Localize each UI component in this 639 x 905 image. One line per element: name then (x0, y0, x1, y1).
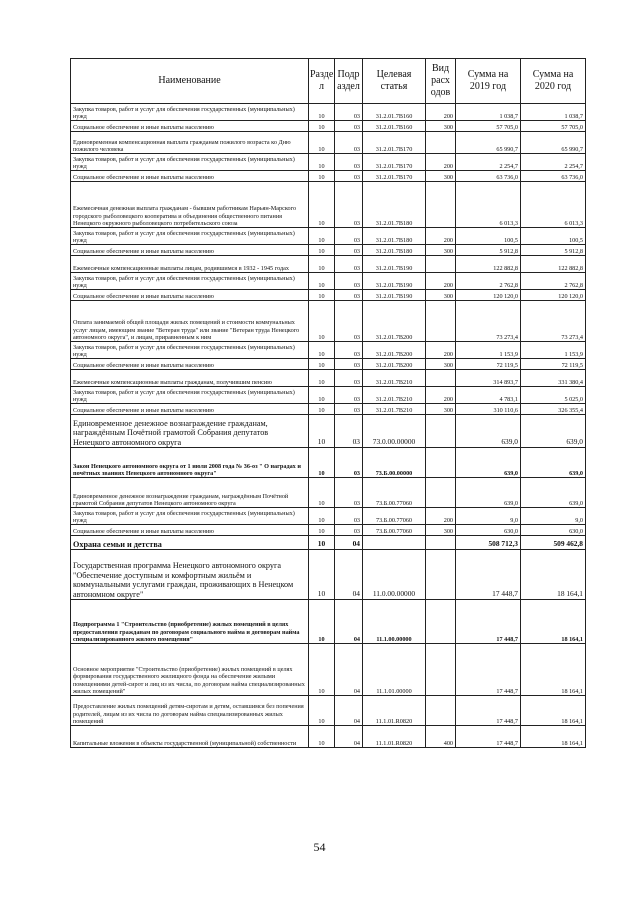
cell-podrazdel: 04 (335, 696, 363, 726)
cell-podrazdel: 03 (335, 171, 363, 182)
table-row (71, 525, 586, 536)
cell-expense-type (426, 370, 456, 387)
cell-sum-2019: 639,0 (456, 448, 521, 478)
cell-name: Закупка товаров, работ и услуг для обеспечения государственных (муниципальных) нужд (71, 508, 309, 525)
cell-sum-2020: 5 912,8 (521, 245, 586, 256)
cell-name: Социальное обеспечение и иные выплаты населению (71, 359, 309, 370)
cell-target-article: 73.Б.00.77060 (363, 478, 426, 508)
cell-podrazdel: 03 (335, 525, 363, 536)
cell-podrazdel: 03 (335, 478, 363, 508)
cell-expense-type: 300 (426, 404, 456, 415)
table-row (71, 415, 586, 448)
cell-name: Социальное обеспечение и иные выплаты населению (71, 171, 309, 182)
cell-sum-2020: 5 025,0 (521, 387, 586, 404)
table-row (71, 228, 586, 245)
cell-razdel: 10 (309, 644, 335, 696)
cell-sum-2020: 100,5 (521, 228, 586, 245)
cell-name: Закупка товаров, работ и услуг для обеспечения государственных (муниципальных) нужд (71, 273, 309, 290)
table-row (71, 154, 586, 171)
cell-target-article: 73.Б.00.00000 (363, 448, 426, 478)
cell-target-article: 31.2.01.7В190 (363, 290, 426, 301)
header-podrazdel: Подр аздел (335, 59, 363, 104)
cell-expense-type (426, 600, 456, 644)
cell-razdel: 10 (309, 370, 335, 387)
table-row (71, 644, 586, 696)
cell-sum-2020: 122 882,8 (521, 256, 586, 273)
cell-sum-2020: 1 038,7 (521, 104, 586, 121)
header-expense-type: Вид расх одов (426, 59, 456, 104)
cell-sum-2019: 639,0 (456, 415, 521, 448)
cell-sum-2019: 310 110,6 (456, 404, 521, 415)
cell-target-article: 31.2.01.7В200 (363, 359, 426, 370)
cell-expense-type: 200 (426, 273, 456, 290)
cell-expense-type (426, 696, 456, 726)
cell-podrazdel: 03 (335, 387, 363, 404)
cell-podrazdel: 03 (335, 228, 363, 245)
cell-razdel: 10 (309, 550, 335, 600)
header-sum-2019: Сумма на 2019 год (456, 59, 521, 104)
cell-name: Социальное обеспечение и иные выплаты населению (71, 245, 309, 256)
cell-target-article: 11.1.01.R0820 (363, 726, 426, 748)
cell-expense-type (426, 644, 456, 696)
cell-sum-2020: 639,0 (521, 448, 586, 478)
table-row (71, 448, 586, 478)
cell-razdel: 10 (309, 301, 335, 342)
cell-name: Социальное обеспечение и иные выплаты населению (71, 290, 309, 301)
cell-podrazdel: 03 (335, 448, 363, 478)
header-target-article: Целевая статья (363, 59, 426, 104)
cell-sum-2019: 17 448,7 (456, 696, 521, 726)
cell-sum-2019: 2 254,7 (456, 154, 521, 171)
cell-podrazdel: 03 (335, 301, 363, 342)
cell-target-article: 31.2.01.7В160 (363, 121, 426, 132)
cell-name: Ежемесячные компенсационные выплаты гражданам, получившим пенсию (71, 370, 309, 387)
cell-razdel: 10 (309, 154, 335, 171)
cell-razdel: 10 (309, 536, 335, 550)
table-row (71, 290, 586, 301)
cell-razdel: 10 (309, 726, 335, 748)
cell-sum-2019: 65 990,7 (456, 132, 521, 154)
table-row (71, 171, 586, 182)
cell-expense-type (426, 550, 456, 600)
cell-sum-2019: 122 882,8 (456, 256, 521, 273)
cell-podrazdel: 03 (335, 370, 363, 387)
cell-sum-2020: 57 705,0 (521, 121, 586, 132)
cell-expense-type: 200 (426, 508, 456, 525)
cell-podrazdel: 03 (335, 273, 363, 290)
cell-razdel: 10 (309, 132, 335, 154)
cell-target-article: 31.2.01.7В210 (363, 387, 426, 404)
cell-sum-2019: 73 273,4 (456, 301, 521, 342)
cell-sum-2019: 17 448,7 (456, 644, 521, 696)
cell-name: Государственная программа Ненецкого автономного округа "Обеспечение доступным и комфортным жильём и коммунальными услугами граждан, проживающих в Ненецком автономном округе" (71, 550, 309, 600)
table-row (71, 696, 586, 726)
cell-sum-2019: 4 783,1 (456, 387, 521, 404)
cell-razdel: 10 (309, 171, 335, 182)
cell-razdel: 10 (309, 448, 335, 478)
cell-podrazdel: 04 (335, 550, 363, 600)
cell-target-article: 31.2.01.7В210 (363, 370, 426, 387)
header-sum-2020: Сумма на 2020 год (521, 59, 586, 104)
cell-razdel: 10 (309, 121, 335, 132)
cell-razdel: 10 (309, 290, 335, 301)
table-row (71, 301, 586, 342)
cell-podrazdel: 04 (335, 726, 363, 748)
cell-target-article: 31.2.01.7В170 (363, 171, 426, 182)
table-row (71, 342, 586, 359)
table-row (71, 478, 586, 508)
cell-razdel: 10 (309, 387, 335, 404)
table-row (71, 508, 586, 525)
cell-target-article: 31.2.01.7В180 (363, 245, 426, 256)
cell-sum-2020: 331 380,4 (521, 370, 586, 387)
table-row (71, 536, 586, 550)
cell-sum-2019: 17 448,7 (456, 726, 521, 748)
header-name: Наименование (71, 59, 309, 104)
cell-sum-2020: 509 462,8 (521, 536, 586, 550)
cell-expense-type (426, 256, 456, 273)
cell-sum-2019: 508 712,3 (456, 536, 521, 550)
cell-expense-type (426, 478, 456, 508)
cell-name: Закон Ненецкого автономного округа от 1 июля 2008 года № 36-оз " О наградах и почётных званиях Ненецкого автономного округа" (71, 448, 309, 478)
table-row (71, 132, 586, 154)
table-row (71, 273, 586, 290)
cell-target-article: 31.2.01.7В170 (363, 154, 426, 171)
cell-podrazdel: 03 (335, 182, 363, 228)
cell-expense-type: 400 (426, 726, 456, 748)
cell-expense-type: 300 (426, 171, 456, 182)
cell-sum-2020: 6 013,3 (521, 182, 586, 228)
cell-name: Единовременная компенсационная выплата гражданам пожилого возраста ко Дню пожилого человека (71, 132, 309, 154)
table-row (71, 182, 586, 228)
cell-podrazdel: 03 (335, 342, 363, 359)
cell-expense-type: 300 (426, 525, 456, 536)
cell-expense-type: 300 (426, 290, 456, 301)
cell-target-article: 11.1.00.00000 (363, 600, 426, 644)
cell-expense-type: 200 (426, 342, 456, 359)
cell-name: Ежемесячная денежная выплата гражданам - бывшим работникам Нарьян-Марского городского рыболовецкого кооператива и объединения общественного питания Ненецкого окружного рыболовецкого потребительского союза (71, 182, 309, 228)
cell-sum-2019: 1 153,9 (456, 342, 521, 359)
cell-target-article: 11.1.01.00000 (363, 644, 426, 696)
cell-name: Ежемесячные компенсационные выплаты лицам, родившимся в 1932 - 1945 годах (71, 256, 309, 273)
page-number: 54 (313, 840, 326, 854)
table-row (71, 726, 586, 748)
cell-name: Закупка товаров, работ и услуг для обеспечения государственных (муниципальных) нужд (71, 104, 309, 121)
cell-razdel: 10 (309, 256, 335, 273)
cell-target-article: 31.2.01.7В200 (363, 301, 426, 342)
cell-expense-type (426, 536, 456, 550)
cell-podrazdel: 03 (335, 121, 363, 132)
cell-razdel: 10 (309, 182, 335, 228)
cell-expense-type: 200 (426, 387, 456, 404)
cell-target-article: 31.2.01.7В190 (363, 273, 426, 290)
cell-expense-type: 200 (426, 104, 456, 121)
cell-podrazdel: 03 (335, 404, 363, 415)
cell-name: Закупка товаров, работ и услуг для обеспечения государственных (муниципальных) нужд (71, 387, 309, 404)
cell-target-article: 73.0.00.00000 (363, 415, 426, 448)
cell-podrazdel: 03 (335, 508, 363, 525)
cell-sum-2019: 6 013,3 (456, 182, 521, 228)
cell-sum-2020: 120 120,0 (521, 290, 586, 301)
cell-razdel: 10 (309, 696, 335, 726)
cell-razdel: 10 (309, 600, 335, 644)
cell-name: Закупка товаров, работ и услуг для обеспечения государственных (муниципальных) нужд (71, 154, 309, 171)
cell-sum-2019: 314 893,7 (456, 370, 521, 387)
cell-podrazdel: 03 (335, 290, 363, 301)
cell-podrazdel: 03 (335, 256, 363, 273)
table-row (71, 359, 586, 370)
cell-name: Оплата занимаемой общей площади жилых помещений и стоимости коммунальных услуг лицам, имеющим звание "Ветеран труда" или звание "Ветеран труда Ненецкого автономного округа", и лицам, приравненным к ним (71, 301, 309, 342)
cell-sum-2020: 18 164,1 (521, 600, 586, 644)
cell-podrazdel: 03 (335, 359, 363, 370)
cell-name: Единовременное денежное вознаграждение гражданам, награждённым Почётной грамотой Собрания депутатов Ненецкого автономного округа (71, 415, 309, 448)
cell-sum-2019: 5 912,8 (456, 245, 521, 256)
cell-name: Основное мероприятие "Строительство (приобретение) жилых помещений в целях формирования государственного жилищного фонда на обеспечение жилыми помещениями детей-сирот и лиц из их числа, по договорам найма специализированных жилых помещений" (71, 644, 309, 696)
cell-sum-2020: 73 273,4 (521, 301, 586, 342)
cell-sum-2019: 63 736,0 (456, 171, 521, 182)
cell-target-article: 31.2.01.7В160 (363, 104, 426, 121)
table-row (71, 387, 586, 404)
cell-sum-2019: 639,0 (456, 478, 521, 508)
cell-sum-2020: 72 119,5 (521, 359, 586, 370)
cell-sum-2020: 63 736,0 (521, 171, 586, 182)
cell-sum-2020: 2 254,7 (521, 154, 586, 171)
cell-sum-2020: 18 164,1 (521, 644, 586, 696)
cell-razdel: 10 (309, 273, 335, 290)
cell-razdel: 10 (309, 508, 335, 525)
cell-expense-type (426, 132, 456, 154)
cell-name: Социальное обеспечение и иные выплаты населению (71, 121, 309, 132)
cell-target-article (363, 536, 426, 550)
cell-podrazdel: 03 (335, 245, 363, 256)
cell-expense-type: 300 (426, 245, 456, 256)
cell-target-article: 31.2.01.7В170 (363, 132, 426, 154)
table-row (71, 245, 586, 256)
cell-razdel: 10 (309, 245, 335, 256)
table-row (71, 550, 586, 600)
cell-razdel: 10 (309, 342, 335, 359)
cell-expense-type: 200 (426, 154, 456, 171)
cell-sum-2019: 1 038,7 (456, 104, 521, 121)
header-razdel: Разде л (309, 59, 335, 104)
cell-expense-type (426, 182, 456, 228)
cell-name: Единовременное денежное вознаграждение гражданам, награждённым Почётной грамотой Собрания депутатов Ненецкого автономного округа (71, 478, 309, 508)
cell-sum-2020: 18 164,1 (521, 696, 586, 726)
table-header-row (71, 59, 586, 104)
cell-podrazdel: 03 (335, 415, 363, 448)
table-row (71, 404, 586, 415)
cell-sum-2019: 120 120,0 (456, 290, 521, 301)
cell-name: Подпрограмма 1 "Строительство (приобретение) жилых помещений в целях предоставления гражданам по договорам социального найма и договорам найма специализированного жилого помещения" (71, 600, 309, 644)
cell-sum-2020: 1 153,9 (521, 342, 586, 359)
cell-sum-2019: 17 448,7 (456, 600, 521, 644)
cell-podrazdel: 03 (335, 132, 363, 154)
cell-target-article: 31.2.01.7В180 (363, 182, 426, 228)
cell-name: Охрана семьи и детства (71, 536, 309, 550)
cell-target-article: 31.2.01.7В210 (363, 404, 426, 415)
cell-razdel: 10 (309, 228, 335, 245)
cell-podrazdel: 04 (335, 644, 363, 696)
table-row (71, 370, 586, 387)
cell-sum-2020: 639,0 (521, 478, 586, 508)
cell-sum-2019: 630,0 (456, 525, 521, 536)
cell-sum-2019: 57 705,0 (456, 121, 521, 132)
cell-podrazdel: 04 (335, 536, 363, 550)
cell-sum-2019: 9,0 (456, 508, 521, 525)
cell-target-article: 73.Б.00.77060 (363, 508, 426, 525)
cell-target-article: 11.0.00.00000 (363, 550, 426, 600)
cell-podrazdel: 04 (335, 600, 363, 644)
table-row (71, 121, 586, 132)
cell-target-article: 11.1.01.R0820 (363, 696, 426, 726)
cell-expense-type: 300 (426, 121, 456, 132)
table-row (71, 104, 586, 121)
cell-expense-type (426, 415, 456, 448)
cell-target-article: 73.Б.00.77060 (363, 525, 426, 536)
cell-razdel: 10 (309, 404, 335, 415)
cell-razdel: 10 (309, 525, 335, 536)
cell-sum-2020: 18 164,1 (521, 726, 586, 748)
cell-target-article: 31.2.01.7В200 (363, 342, 426, 359)
cell-razdel: 10 (309, 415, 335, 448)
cell-razdel: 10 (309, 478, 335, 508)
cell-sum-2020: 326 355,4 (521, 404, 586, 415)
cell-sum-2020: 639,0 (521, 415, 586, 448)
cell-sum-2020: 9,0 (521, 508, 586, 525)
table-row (71, 600, 586, 644)
cell-target-article: 31.2.01.7В190 (363, 256, 426, 273)
cell-sum-2019: 17 448,7 (456, 550, 521, 600)
cell-expense-type: 200 (426, 228, 456, 245)
cell-sum-2020: 2 762,8 (521, 273, 586, 290)
cell-sum-2019: 100,5 (456, 228, 521, 245)
cell-sum-2020: 65 990,7 (521, 132, 586, 154)
cell-name: Социальное обеспечение и иные выплаты населению (71, 525, 309, 536)
cell-razdel: 10 (309, 359, 335, 370)
cell-sum-2019: 72 119,5 (456, 359, 521, 370)
cell-sum-2020: 630,0 (521, 525, 586, 536)
cell-sum-2020: 18 164,1 (521, 550, 586, 600)
cell-name: Социальное обеспечение и иные выплаты населению (71, 404, 309, 415)
cell-expense-type: 300 (426, 359, 456, 370)
table-row (71, 256, 586, 273)
cell-expense-type (426, 448, 456, 478)
budget-table (70, 58, 586, 748)
cell-name: Предоставление жилых помещений детям-сиротам и детям, оставшимся без попечения родителей, лицам из их числа по договорам найма специализированных жилых помещений (71, 696, 309, 726)
cell-razdel: 10 (309, 104, 335, 121)
cell-sum-2019: 2 762,8 (456, 273, 521, 290)
cell-podrazdel: 03 (335, 104, 363, 121)
cell-target-article: 31.2.01.7В180 (363, 228, 426, 245)
cell-name: Капитальные вложения в объекты государственной (муниципальной) собственности (71, 726, 309, 748)
cell-name: Закупка товаров, работ и услуг для обеспечения государственных (муниципальных) нужд (71, 228, 309, 245)
cell-name: Закупка товаров, работ и услуг для обеспечения государственных (муниципальных) нужд (71, 342, 309, 359)
cell-podrazdel: 03 (335, 154, 363, 171)
cell-expense-type (426, 301, 456, 342)
